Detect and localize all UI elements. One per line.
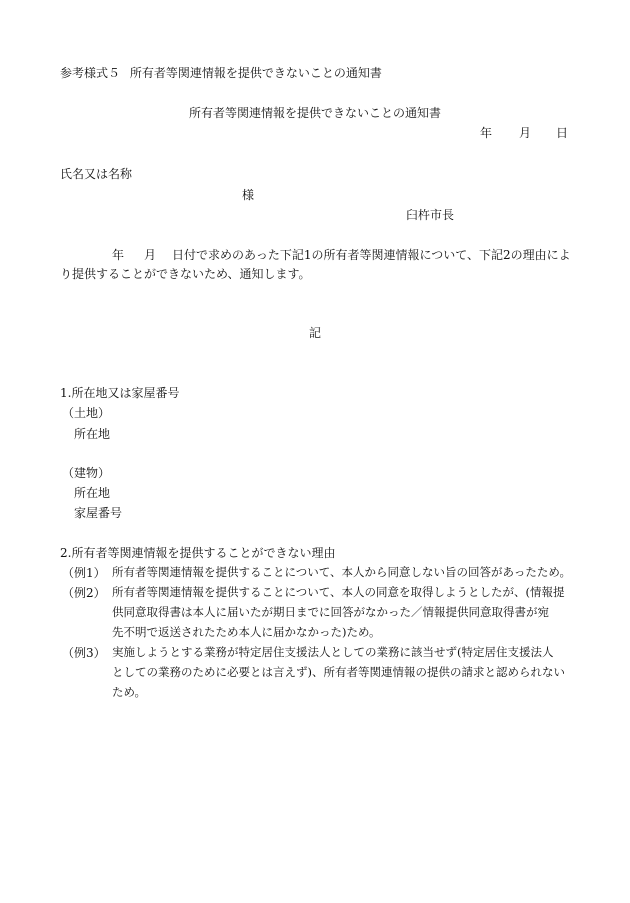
building-label: （建物） (62, 466, 111, 480)
body-line1: 日付で求めのあった下記1の所有者等関連情報について、下記2の理由によ (172, 248, 571, 262)
land-label: （土地） (62, 406, 111, 420)
date-day-unit: 日 (556, 126, 569, 140)
date-year-unit: 年 (480, 126, 493, 140)
example3-label: （例3） (62, 646, 106, 660)
body-date-month: 月 (144, 248, 157, 262)
example3-line2: としての業務のために必要とは言えず)、所有者等関連情報の提供の請求と認められない (112, 665, 565, 679)
example2-label: （例2） (62, 586, 106, 600)
building-location: 所在地 (74, 486, 111, 500)
example2-line2: 供同意取得書は本人に届いたが期日までに回答がなかった／情報提供同意取得書が宛 (112, 605, 549, 619)
building-number: 家屋番号 (74, 506, 123, 520)
date-month-unit: 月 (519, 126, 532, 140)
form-header (60, 67, 382, 79)
example1-label: （例1） (62, 566, 106, 580)
document-title: 所有者等関連情報を提供できないことの通知書 (189, 106, 442, 120)
sender-name: 臼杵市長 (406, 208, 455, 222)
ki-mark: 記 (309, 326, 322, 340)
form-title: 所有者等関連情報を提供できないことの通知書 (129, 66, 382, 80)
section2-heading: 2.所有者等関連情報を提供することができない理由 (60, 546, 336, 560)
body-line2: り提供することができないため、通知します。 (60, 267, 311, 281)
land-location: 所在地 (74, 427, 111, 441)
section1-heading: 1.所在地又は家屋番号 (60, 386, 180, 400)
recipient-name-label: 氏名又は名称 (60, 167, 133, 181)
body-date-year: 年 (112, 248, 125, 262)
example1-line1: 所有者等関連情報を提供することについて、本人から同意しない旨の回答があったため。 (112, 565, 571, 579)
example3-line3: ため。 (112, 685, 147, 699)
form-label: 参考様式５ (60, 66, 121, 80)
example3-line1: 実施しようとする業務が特定居住支援法人としての業務に該当せず(特定居住支援法人 (112, 645, 554, 659)
example2-line3: 先不明で返送されたため本人に届かなかった)ため。 (112, 625, 381, 639)
recipient-honorific: 様 (242, 188, 255, 202)
example2-line1: 所有者等関連情報を提供することについて、本人の同意を取得しようとしたが、(情報提 (112, 585, 565, 599)
